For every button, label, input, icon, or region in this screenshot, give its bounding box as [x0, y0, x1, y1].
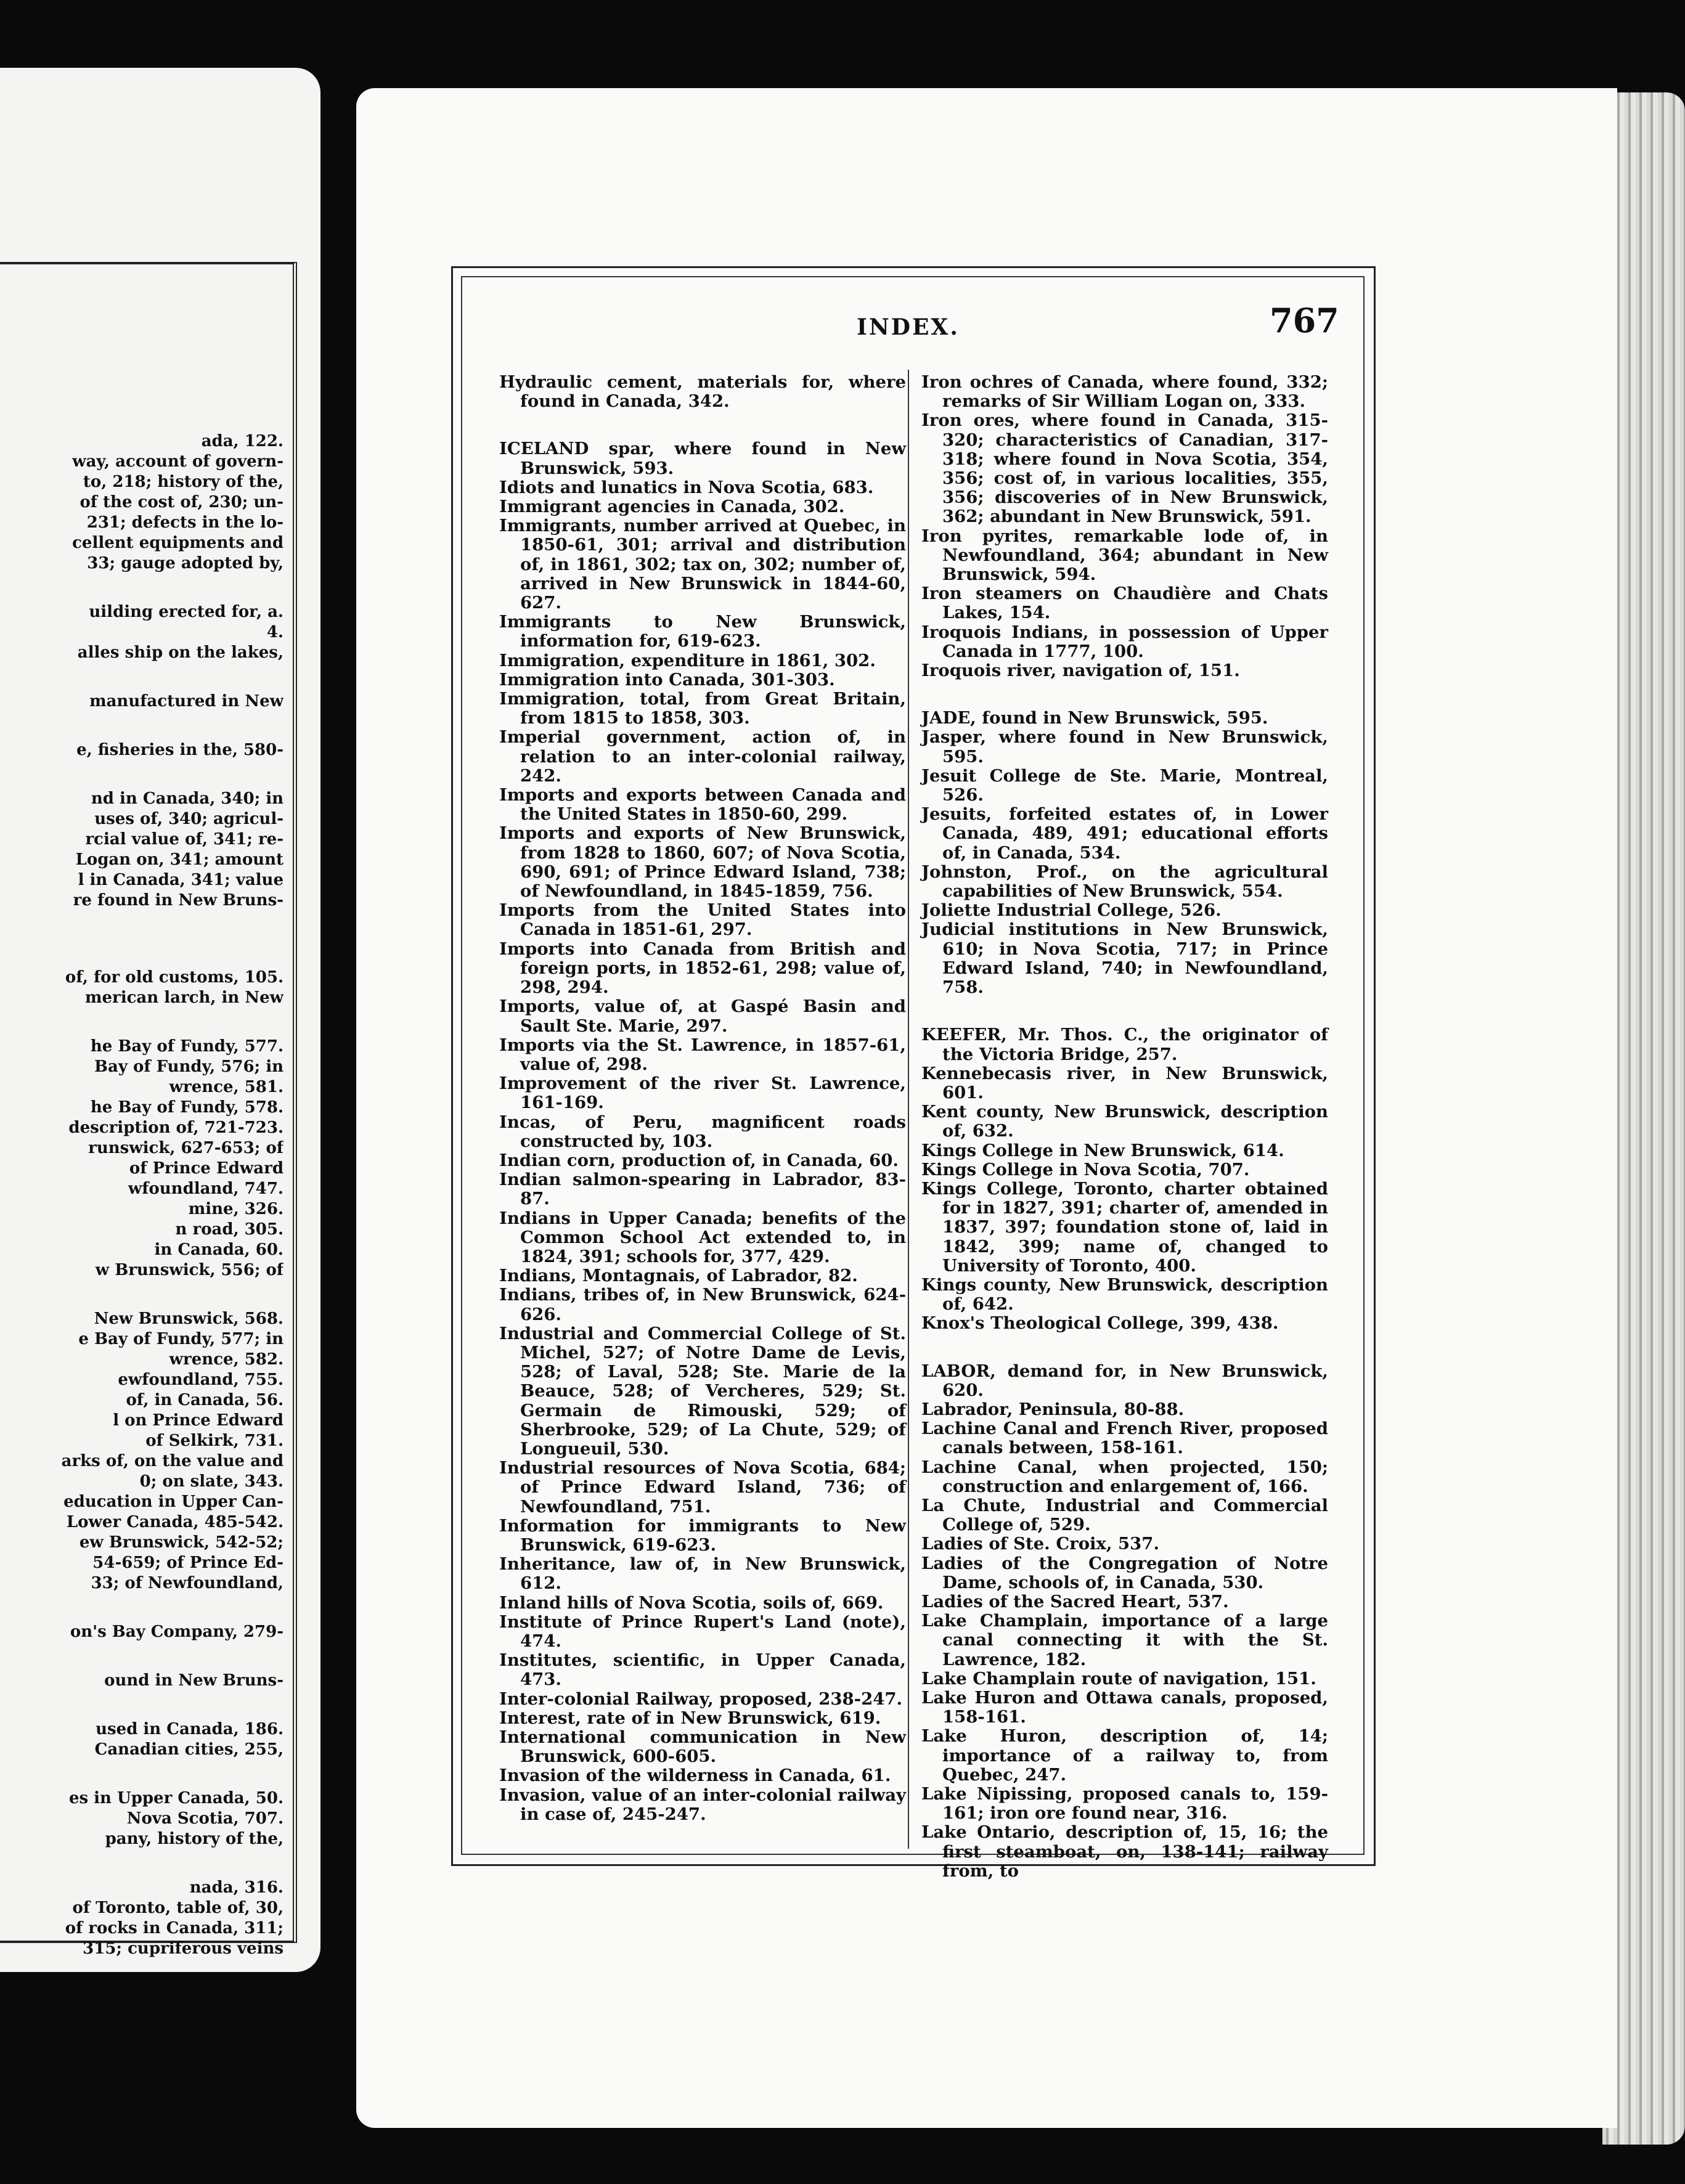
- index-entry: Iron pyrites, remarkable lode of, in Newfoundland, 364; abundant in New Brunswick, 594.: [921, 526, 1328, 585]
- facing-page-line: ound in New Bruns-: [104, 1671, 284, 1690]
- index-entry: Kent county, New Brunswick, description of, 632.: [921, 1102, 1328, 1141]
- index-entry: Industrial resources of Nova Scotia, 684; of Prince Edward Island, 736; of Newfoundland, 751.: [499, 1458, 906, 1517]
- facing-page-line: nd in Canada, 340; in: [91, 789, 284, 808]
- index-entry: Jesuits, forfeited estates of, in Lower Canada, 489, 491; educational efforts of, in Canada, 534.: [921, 804, 1328, 863]
- facing-page-line: cellent equipments and: [72, 534, 284, 552]
- index-entry: Imports and exports between Canada and the United States in 1850-60, 299.: [499, 785, 906, 825]
- column-divider: [908, 370, 909, 1849]
- section-gap: [12, 1849, 284, 1878]
- index-entry: Immigration into Canada, 301-303.: [499, 669, 835, 690]
- facing-page-line: uilding erected for, a.: [89, 603, 284, 621]
- index-column-left: [499, 373, 906, 1824]
- index-entry: KEEFER, Mr. Thos. C., the originator of the Victoria Bridge, 257.: [921, 1025, 1328, 1064]
- facing-page-line: rcial value of, 341; re-: [85, 830, 284, 849]
- facing-page-line: way, account of govern-: [72, 452, 284, 471]
- index-entry: Ladies of Ste. Croix, 537.: [921, 1534, 1160, 1554]
- facing-page-line: runswick, 627-653; of: [88, 1139, 284, 1157]
- index-entry: Institute of Prince Rupert's Land (note), 474.: [499, 1612, 906, 1651]
- facing-page-line: l in Canada, 341; value: [78, 871, 284, 889]
- index-entry: Iron ores, where found in Canada, 315-320; characteristics of Canadian, 317-318; where found in Nova Scotia, 354, 356; cost of, in various localities, 355, 356; discoveries of in New Brunswick, 362; abundant in New Brunswick, 591.: [921, 410, 1328, 527]
- section-gap: [499, 411, 906, 439]
- facing-page-line: 33; gauge adopted by,: [87, 554, 284, 572]
- index-entry: Kings College in New Brunswick, 614.: [921, 1140, 1284, 1160]
- facing-page-line: Bay of Fundy, 576; in: [94, 1057, 284, 1076]
- index-entry: Indian salmon-spearing in Labrador, 83-87.: [499, 1170, 906, 1209]
- facing-page-line: e, fisheries in the, 580-: [76, 741, 284, 759]
- index-entry: Indians, tribes of, in New Brunswick, 624-626.: [499, 1285, 906, 1324]
- index-entry: Lake Champlain, importance of a large canal connecting it with the St. Lawrence, 182.: [921, 1611, 1328, 1669]
- section-gap: [12, 663, 284, 691]
- facing-page-line: of rocks in Canada, 311;: [65, 1919, 284, 1937]
- facing-page-line: Lower Canada, 485-542.: [66, 1513, 284, 1531]
- index-entry: Imperial government, action of, in relation to an inter-colonial railway, 242.: [499, 727, 906, 786]
- section-gap: [12, 939, 284, 968]
- index-entry: Inheritance, law of, in New Brunswick, 612.: [499, 1554, 906, 1594]
- facing-page-line: in Canada, 60.: [154, 1241, 284, 1259]
- index-entry: Indians, Montagnais, of Labrador, 82.: [499, 1266, 858, 1286]
- section-gap: [921, 680, 1328, 709]
- facing-page-line: nada, 316.: [189, 1878, 284, 1897]
- section-gap: [12, 1691, 284, 1719]
- facing-page-line: he Bay of Fundy, 577.: [90, 1037, 284, 1056]
- index-entry: Lachine Canal and French River, proposed canals between, 158-161.: [921, 1419, 1328, 1458]
- index-entry: Iroquois Indians, in possession of Upper Canada in 1777, 100.: [921, 622, 1328, 661]
- index-entry: Kennebecasis river, in New Brunswick, 601.: [921, 1063, 1328, 1102]
- index-entry: Industrial and Commercial College of St. Michel, 527; of Notre Dame de Levis, 528; of Laval, 528; Ste. Marie de la Beauce, 528; of Vercheres, 529; St. Germain de Rimouski, 529; of Sherbrooke, 529; of La Chute, 529; of Longueuil, 530.: [499, 1323, 906, 1459]
- facing-page-left: [0, 68, 320, 1972]
- index-entry: Institutes, scientific, in Upper Canada, 473.: [499, 1650, 906, 1690]
- facing-page-line: of Prince Edward: [129, 1159, 284, 1178]
- index-entry: Ladies of the Sacred Heart, 537.: [921, 1591, 1229, 1612]
- index-entry: Imports into Canada from British and foreign ports, in 1852-61, 298; value of, 298, 294.: [499, 939, 906, 998]
- facing-page-line: uses of, 340; agricul-: [94, 810, 284, 828]
- index-entry: Invasion, value of an inter-colonial railway in case of, 245-247.: [499, 1785, 906, 1824]
- facing-page-line: 0; on slate, 343.: [139, 1472, 284, 1491]
- index-entry: Iron steamers on Chaudière and Chats Lakes, 154.: [921, 584, 1328, 623]
- index-entry: Indian corn, production of, in Canada, 60.: [499, 1150, 899, 1170]
- facing-page-line: ew Brunswick, 542-52;: [79, 1533, 284, 1552]
- index-entry: Lake Huron and Ottawa canals, proposed, 158-161.: [921, 1688, 1328, 1727]
- section-gap: [12, 1281, 284, 1309]
- facing-page-line: e Bay of Fundy, 577; in: [78, 1330, 284, 1348]
- index-entry: Idiots and lunatics in Nova Scotia, 683.: [499, 477, 874, 497]
- facing-page-line: l on Prince Edward: [113, 1411, 284, 1430]
- running-head-title: INDEX.: [857, 314, 960, 340]
- index-entry: Joliette Industrial College, 526.: [921, 900, 1222, 921]
- facing-page-line: Logan on, 341; amount: [75, 850, 284, 869]
- facing-page-line: wrence, 582.: [169, 1350, 284, 1369]
- facing-page-line: of the cost of, 230; un-: [80, 493, 284, 511]
- facing-page-line: es in Upper Canada, 50.: [68, 1789, 284, 1807]
- index-entry: Imports via the St. Lawrence, in 1857-61, value of, 298.: [499, 1035, 906, 1074]
- facing-page-line: wrence, 581.: [169, 1078, 284, 1096]
- index-entry: Immigrants to New Brunswick, information for, 619-623.: [499, 612, 906, 651]
- index-column-right: [921, 373, 1328, 1881]
- index-entry: Invasion of the wilderness in Canada, 61.: [499, 1766, 891, 1786]
- facing-page-line: mine, 326.: [188, 1200, 284, 1218]
- index-entry: Jasper, where found in New Brunswick, 595.: [921, 727, 1328, 767]
- facing-page-line: ada, 122.: [201, 432, 284, 450]
- facing-page-line: n road, 305.: [175, 1220, 284, 1239]
- section-gap: [921, 1334, 1328, 1362]
- facing-page-line: Canadian cities, 255,: [94, 1740, 284, 1759]
- page-number: 767: [1270, 301, 1339, 340]
- section-gap: [921, 997, 1328, 1025]
- index-entry: Immigrants, number arrived at Quebec, in 1850-61, 301; arrival and distribution of, in 1861, 302; tax on, 302; number of, arrived in New Brunswick in 1844-60, 627.: [499, 516, 906, 613]
- facing-page-line: wfoundland, 747.: [128, 1180, 284, 1198]
- index-entry: Iron ochres of Canada, where found, 332; remarks of Sir William Logan on, 333.: [921, 372, 1328, 412]
- index-entry: Interest, rate of in New Brunswick, 619.: [499, 1708, 881, 1728]
- section-gap: [12, 1008, 284, 1037]
- section-gap: [12, 1760, 284, 1788]
- section-gap: [12, 760, 284, 789]
- index-entry: Judicial institutions in New Brunswick, 610; in Nova Scotia, 717; in Prince Edward Island, 740; in Newfoundland, 758.: [921, 919, 1328, 998]
- index-entry: Imports, value of, at Gaspé Basin and Sault Ste. Marie, 297.: [499, 996, 906, 1036]
- facing-page-line: New Brunswick, 568.: [94, 1310, 284, 1328]
- facing-page-line: on's Bay Company, 279-: [70, 1623, 284, 1641]
- facing-page-line: merican larch, in New: [84, 988, 284, 1007]
- index-entry: Jesuit College de Ste. Marie, Montreal, 526.: [921, 765, 1328, 805]
- facing-page-line: of Selkirk, 731.: [145, 1432, 284, 1450]
- section-gap: [12, 911, 284, 939]
- index-entry: Lake Nipissing, proposed canals to, 159-161; iron ore found near, 316.: [921, 1784, 1328, 1823]
- facing-page-line: re found in New Bruns-: [73, 891, 284, 910]
- facing-page-line: 231; defects in the lo-: [86, 513, 284, 532]
- facing-page-line: alles ship on the lakes,: [77, 643, 284, 662]
- index-entry: Imports from the United States into Canada in 1851-61, 297.: [499, 900, 906, 940]
- index-entry: Indians in Upper Canada; benefits of the Common School Act extended to, in 1824, 391; schools for, 377, 429.: [499, 1208, 906, 1266]
- facing-page-line: of, for old customs, 105.: [65, 968, 284, 987]
- facing-page-line: 315; cupriferous veins: [83, 1939, 284, 1958]
- index-entry: Labrador, Peninsula, 80-88.: [921, 1399, 1185, 1419]
- section-gap: [12, 1594, 284, 1622]
- facing-page-line: to, 218; history of the,: [83, 473, 284, 491]
- index-entry: Information for immigrants to New Brunswick, 619-623.: [499, 1515, 906, 1555]
- index-entry: Lake Huron, description of, 14; importance of a railway to, from Quebec, 247.: [921, 1726, 1328, 1785]
- facing-page-line: 54-659; of Prince Ed-: [92, 1554, 284, 1572]
- index-entry: Immigration, expenditure in 1861, 302.: [499, 650, 876, 670]
- index-entry: ICELAND spar, where found in New Brunswick, 593.: [499, 439, 906, 478]
- facing-page-line: 4.: [266, 623, 284, 642]
- index-entry: Ladies of the Congregation of Notre Dame, schools of, in Canada, 530.: [921, 1553, 1328, 1592]
- index-entry: LABOR, demand for, in New Brunswick, 620.: [921, 1361, 1328, 1400]
- facing-page-line: education in Upper Can-: [63, 1493, 284, 1511]
- index-entry: Hydraulic cement, materials for, where found in Canada, 342.: [499, 372, 906, 412]
- index-entry: Imports and exports of New Brunswick, from 1828 to 1860, 607; of Nova Scotia, 690, 691; of Prince Edward Island, 738; of Newfoundland, in 1845-1859, 756.: [499, 823, 906, 902]
- index-entry: Lake Ontario, description of, 15, 16; the first steamboat, on, 138-141; railway from, to: [921, 1822, 1328, 1881]
- section-gap: [12, 712, 284, 740]
- index-entry: Kings College, Toronto, charter obtained for in 1827, 391; charter of, amended in 1837, 397; foundation stone of, laid in 1842, 399; name of, changed to University of Toronto, 400.: [921, 1178, 1328, 1276]
- facing-page-line: ewfoundland, 755.: [118, 1371, 284, 1389]
- facing-page-line: pany, history of the,: [105, 1830, 284, 1848]
- index-entry: Improvement of the river St. Lawrence, 161-169.: [499, 1074, 906, 1113]
- index-entry: Johnston, Prof., on the agricultural capabilities of New Brunswick, 554.: [921, 862, 1328, 902]
- index-entry: Immigrant agencies in Canada, 302.: [499, 497, 845, 517]
- index-entry: Lachine Canal, when projected, 150; construction and enlargement of, 166.: [921, 1457, 1328, 1496]
- facing-page-line: w Brunswick, 556; of: [95, 1261, 284, 1279]
- index-entry: Incas, of Peru, magnificent roads constructed by, 103.: [499, 1112, 906, 1151]
- index-entry: Kings College in Nova Scotia, 707.: [921, 1159, 1250, 1180]
- index-entry: Inter-colonial Railway, proposed, 238-247.: [499, 1689, 903, 1709]
- facing-page-line: description of, 721-723.: [68, 1118, 284, 1137]
- section-gap: [12, 1642, 284, 1671]
- section-gap: [12, 574, 284, 602]
- facing-page-line: of, in Canada, 56.: [126, 1391, 284, 1409]
- facing-page-line: he Bay of Fundy, 578.: [90, 1098, 284, 1117]
- index-entry: Iroquois river, navigation of, 151.: [921, 661, 1240, 681]
- facing-page-line: 33; of Newfoundland,: [91, 1574, 284, 1592]
- facing-page-line: manufactured in New: [89, 692, 284, 711]
- index-entry: Lake Champlain route of navigation, 151.: [921, 1668, 1316, 1689]
- index-entry: La Chute, Industrial and Commercial College of, 529.: [921, 1495, 1328, 1535]
- index-entry: JADE, found in New Brunswick, 595.: [921, 708, 1268, 728]
- index-entry: Inland hills of Nova Scotia, soils of, 669.: [499, 1592, 884, 1613]
- facing-page-line: Nova Scotia, 707.: [126, 1809, 284, 1828]
- index-entry: International communication in New Brunswick, 600-605.: [499, 1727, 906, 1767]
- index-entry: Immigration, total, from Great Britain, from 1815 to 1858, 303.: [499, 689, 906, 728]
- facing-page-text: [12, 431, 284, 1959]
- facing-page-line: arks of, on the value and: [61, 1452, 284, 1470]
- facing-page-line: of Toronto, table of, 30,: [72, 1899, 284, 1917]
- index-entry: Knox's Theological College, 399, 438.: [921, 1313, 1279, 1334]
- index-entry: Kings county, New Brunswick, description of, 642.: [921, 1274, 1328, 1314]
- facing-page-line: used in Canada, 186.: [96, 1720, 284, 1738]
